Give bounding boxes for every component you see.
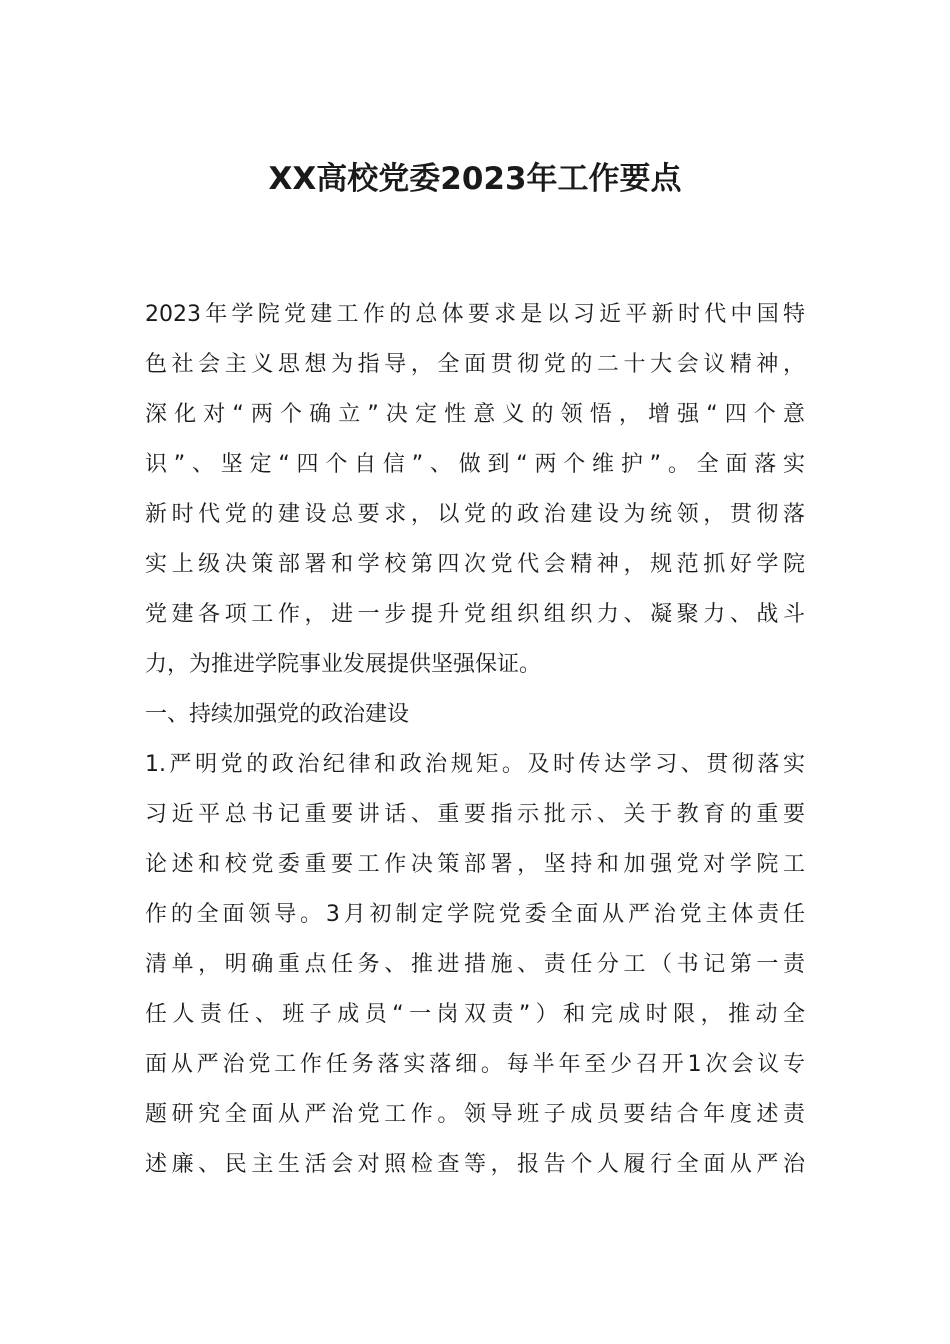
body-line: 1.严明党的政治纪律和政治规矩。及时传达学习、贯彻落实 [145, 752, 805, 777]
body-line: 清单，明确重点任务、推进措施、责任分工（书记第一责 [145, 952, 805, 977]
body-line: 题研究全面从严治党工作。领导班子成员要结合年度述责 [145, 1102, 805, 1127]
body-line: 深化对“两个确立”决定性意义的领悟，增强“四个意 [145, 402, 805, 427]
body-line: 习近平总书记重要讲话、重要指示批示、关于教育的重要 [145, 802, 805, 827]
body-line: 新时代党的建设总要求，以党的政治建设为统领，贯彻落 [145, 502, 805, 527]
body-line: 论述和校党委重要工作决策部署，坚持和加强党对学院工 [145, 852, 805, 877]
body-line: 色社会主义思想为指导，全面贯彻党的二十大会议精神， [145, 352, 805, 377]
body-line: 实上级决策部署和学校第四次党代会精神，规范抓好学院 [145, 552, 805, 577]
body-line: 面从严治党工作任务落实落细。每半年至少召开1次会议专 [145, 1052, 805, 1077]
document-title: XX高校党委2023年工作要点 [268, 161, 682, 197]
body-line: 识”、坚定“四个自信”、做到“两个维护”。全面落实 [145, 452, 805, 477]
body-line: 述廉、民主生活会对照检查等，报告个人履行全面从严治 [145, 1152, 805, 1177]
body-line: 作的全面领导。3月初制定学院党委全面从严治党主体责任 [145, 902, 805, 927]
body-line-paragraph-end: 力，为推进学院事业发展提供坚强保证。 [145, 652, 542, 677]
document-body [145, 290, 805, 1190]
body-line: 任人责任、班子成员“一岗双责”）和完成时限，推动全 [145, 1002, 805, 1027]
body-line: 党建各项工作，进一步提升党组织组织力、凝聚力、战斗 [145, 602, 805, 627]
section-heading: 一、持续加强党的政治建设 [145, 702, 410, 727]
body-line: 2023年学院党建工作的总体要求是以习近平新时代中国特 [145, 302, 805, 327]
